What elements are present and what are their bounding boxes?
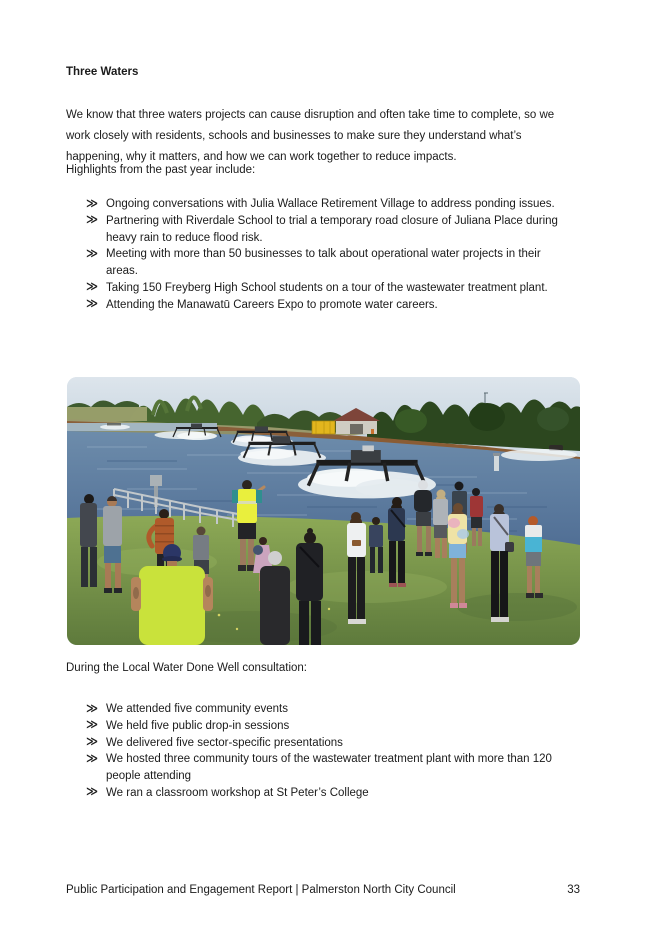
list-item [66,735,562,752]
arrow-bullet-icon: ≫ [86,247,97,260]
list-item [66,701,562,718]
list-item-text: We attended five community events [106,703,288,715]
arrow-bullet-icon: ≫ [86,197,97,210]
photo-yellow-container [312,421,335,434]
intro-paragraph: We know that three waters projects can cause disruption and often take time to complete, so we work closely with residents, schools and businesses to make sure they understand what’s happening, why it matters, and how we can work together to reduce impacts. [66,108,555,163]
community-tour-photo [67,377,580,645]
arrow-bullet-icon: ≫ [86,752,97,765]
list-item-text: We delivered five sector-specific presentations [106,736,343,749]
list-item [66,280,562,297]
arrow-bullet-icon: ≫ [86,214,97,227]
arrow-bullet-icon: ≫ [86,702,97,715]
list-item-text: We hosted three community tours of the wastewater treatment plant with more than 120 people attending [106,753,552,783]
list-item-text: We held five public drop-in sessions [106,719,290,732]
list-item-text: Taking 150 Freyberg High School students on a tour of the wastewater treatment plant. [106,281,548,294]
arrow-bullet-icon: ≫ [86,298,97,311]
list-item [66,785,562,802]
list-item-text: Attending the Manawatū Careers Expo to promote water careers. [106,298,438,311]
list-item-text: Ongoing conversations with Julia Wallace Retirement Village to address ponding issues. [106,198,555,210]
list-item [66,718,562,735]
list-item [66,196,562,213]
arrow-bullet-icon: ≫ [86,719,97,732]
list-item [66,751,562,785]
page-title: Three Waters [66,66,139,78]
list-item [66,213,562,247]
page-number: 33 [567,884,580,896]
footer-text: Public Participation and Engagement Report | Palmerston North City Council [66,884,456,896]
list-item [66,297,562,314]
consultation-list [66,701,562,802]
highlights-label: Highlights from the past year include: [66,164,256,176]
arrow-bullet-icon: ≫ [86,281,97,294]
list-item-text: Partnering with Riverdale School to trial a temporary road closure of Juliana Place during heavy rain to reduce flood risk. [106,214,558,244]
list-item-text: Meeting with more than 50 businesses to talk about operational water projects in their areas. [106,248,541,278]
consultation-label: During the Local Water Done Well consultation: [66,662,307,674]
highlights-list [66,196,562,314]
list-item [66,246,562,280]
arrow-bullet-icon: ≫ [86,786,97,799]
page-footer [66,884,580,896]
arrow-bullet-icon: ≫ [86,736,97,749]
list-item-text: We ran a classroom workshop at St Peter’s College [106,786,369,799]
